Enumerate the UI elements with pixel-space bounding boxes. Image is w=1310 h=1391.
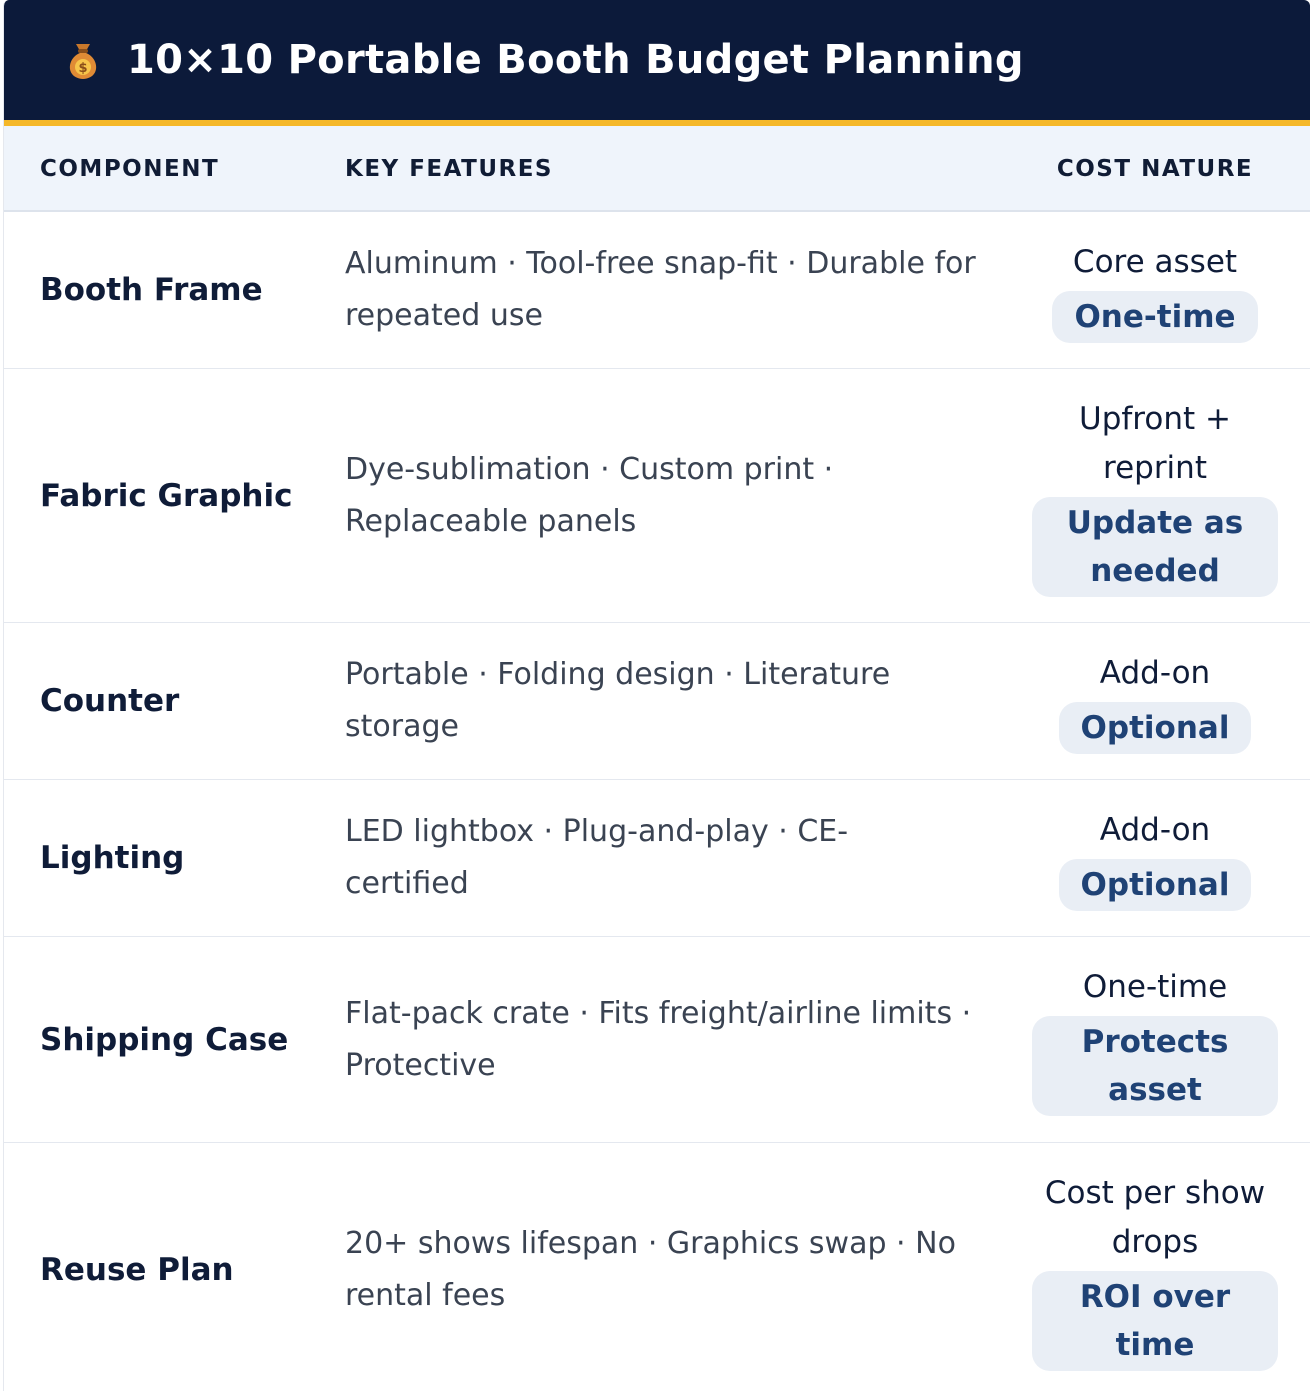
column-header-key-features: KEY FEATURES bbox=[345, 156, 553, 182]
cost-nature-label: One-time bbox=[1082, 969, 1228, 1005]
cost-nature-cell bbox=[1014, 212, 1296, 368]
component-name: Reuse Plan bbox=[40, 1252, 234, 1288]
column-header-cost-nature: COST NATURE bbox=[1056, 156, 1254, 182]
key-features: LED lightbox · Plug-and-play · CE-certified bbox=[345, 814, 849, 901]
cost-tag-badge: ROI over time bbox=[1032, 1271, 1278, 1371]
key-features: Portable · Folding design · Literature storage bbox=[345, 657, 891, 744]
cost-tag-badge: Update as needed bbox=[1032, 497, 1278, 597]
svg-text:$: $ bbox=[78, 61, 88, 76]
card-header bbox=[4, 0, 1310, 120]
key-features: Flat-pack crate · Fits freight/airline limits · Protective bbox=[345, 995, 972, 1083]
table-row bbox=[4, 623, 1310, 780]
component-name: Fabric Graphic bbox=[40, 477, 293, 514]
cost-tag-badge: Optional bbox=[1059, 702, 1252, 754]
cost-tag-badge: Protects asset bbox=[1032, 1016, 1278, 1116]
cost-nature-label: Cost per show drops bbox=[1044, 1175, 1266, 1260]
component-name: Lighting bbox=[40, 840, 185, 876]
cost-nature-cell bbox=[1014, 780, 1296, 936]
cost-nature-label: Add-on bbox=[1099, 654, 1211, 691]
table-row bbox=[4, 212, 1310, 369]
money-bag-icon bbox=[61, 38, 105, 82]
cost-nature-cell bbox=[1014, 623, 1296, 779]
cost-tag-badge: One-time bbox=[1052, 291, 1257, 343]
component-name: Booth Frame bbox=[40, 272, 263, 308]
cost-nature-label: Add-on bbox=[1099, 811, 1211, 848]
key-features: Dye-sublimation · Custom print · Replaceable panels bbox=[345, 451, 834, 539]
cost-nature-cell bbox=[1014, 369, 1296, 622]
budget-card bbox=[3, 0, 1310, 1391]
table-row bbox=[4, 369, 1310, 623]
component-name: Counter bbox=[40, 683, 180, 719]
table-row bbox=[4, 780, 1310, 937]
cost-nature-label: Upfront + reprint bbox=[1079, 400, 1231, 486]
page-title: 10×10 Portable Booth Budget Planning bbox=[127, 37, 1024, 83]
table-header bbox=[4, 126, 1310, 212]
table-row bbox=[4, 1143, 1310, 1391]
component-name: Shipping Case bbox=[40, 1021, 289, 1058]
cost-tag-badge: Optional bbox=[1059, 859, 1252, 911]
cost-nature-cell bbox=[1014, 937, 1296, 1142]
table-row bbox=[4, 937, 1310, 1143]
cost-nature-label: Core asset bbox=[1072, 243, 1238, 280]
column-header-component: COMPONENT bbox=[40, 156, 220, 182]
key-features: Aluminum · Tool-free snap-fit · Durable for repeated use bbox=[345, 246, 976, 333]
key-features: 20+ shows lifespan · Graphics swap · No rental fees bbox=[345, 1226, 956, 1313]
cost-nature-cell bbox=[1014, 1143, 1296, 1391]
